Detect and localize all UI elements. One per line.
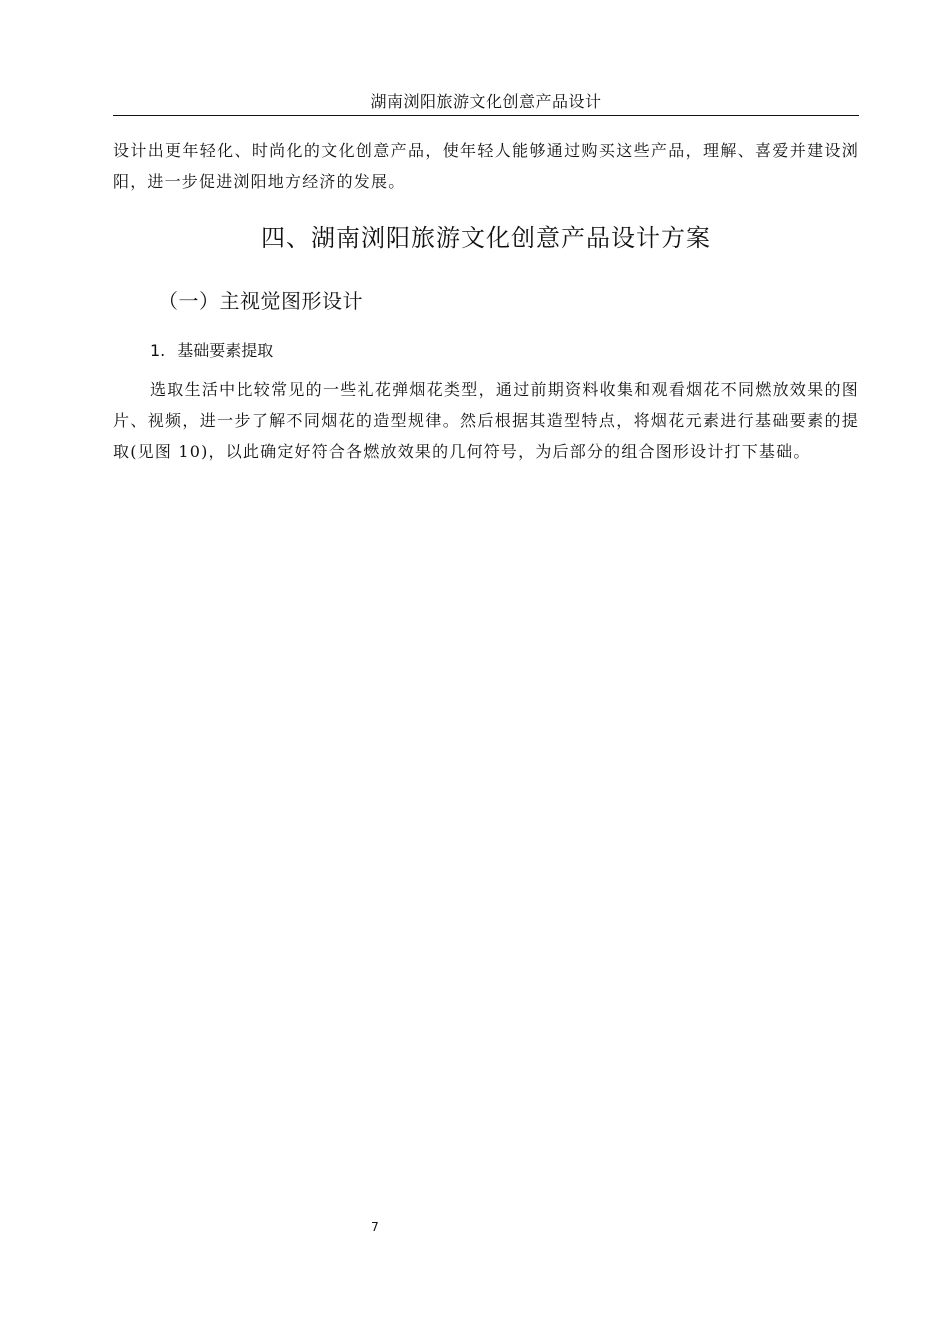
item-title-text: 基础要素提取: [177, 341, 274, 360]
running-header-title: 湖南浏阳旅游文化创意产品设计: [370, 92, 602, 111]
page-number: 7: [371, 1220, 379, 1234]
continued-paragraph: 设计出更年轻化、时尚化的文化创意产品，使年轻人能够通过购买这些产品，理解、喜爱并建设浏阳，进一步促进浏阳地方经济的发展。: [113, 141, 859, 191]
body-paragraph: 选取生活中比较常见的一些礼花弹烟花类型，通过前期资料收集和观看烟花不同燃放效果的图片、视频，进一步了解不同烟花的造型规律。然后根据其造型特点，将烟花元素进行基础要素的提取(见图 10)，以此确定好符合各燃放效果的几何符号，为后部分的组合图形设计打下基础。: [113, 380, 859, 461]
subsection-title: （一）主视觉图形设计: [158, 289, 363, 313]
item-heading: [150, 340, 273, 362]
header-divider: [113, 115, 859, 116]
item-number: 1.: [150, 341, 166, 360]
section-title: 四、湖南浏阳旅游文化创意产品设计方案: [261, 224, 711, 252]
